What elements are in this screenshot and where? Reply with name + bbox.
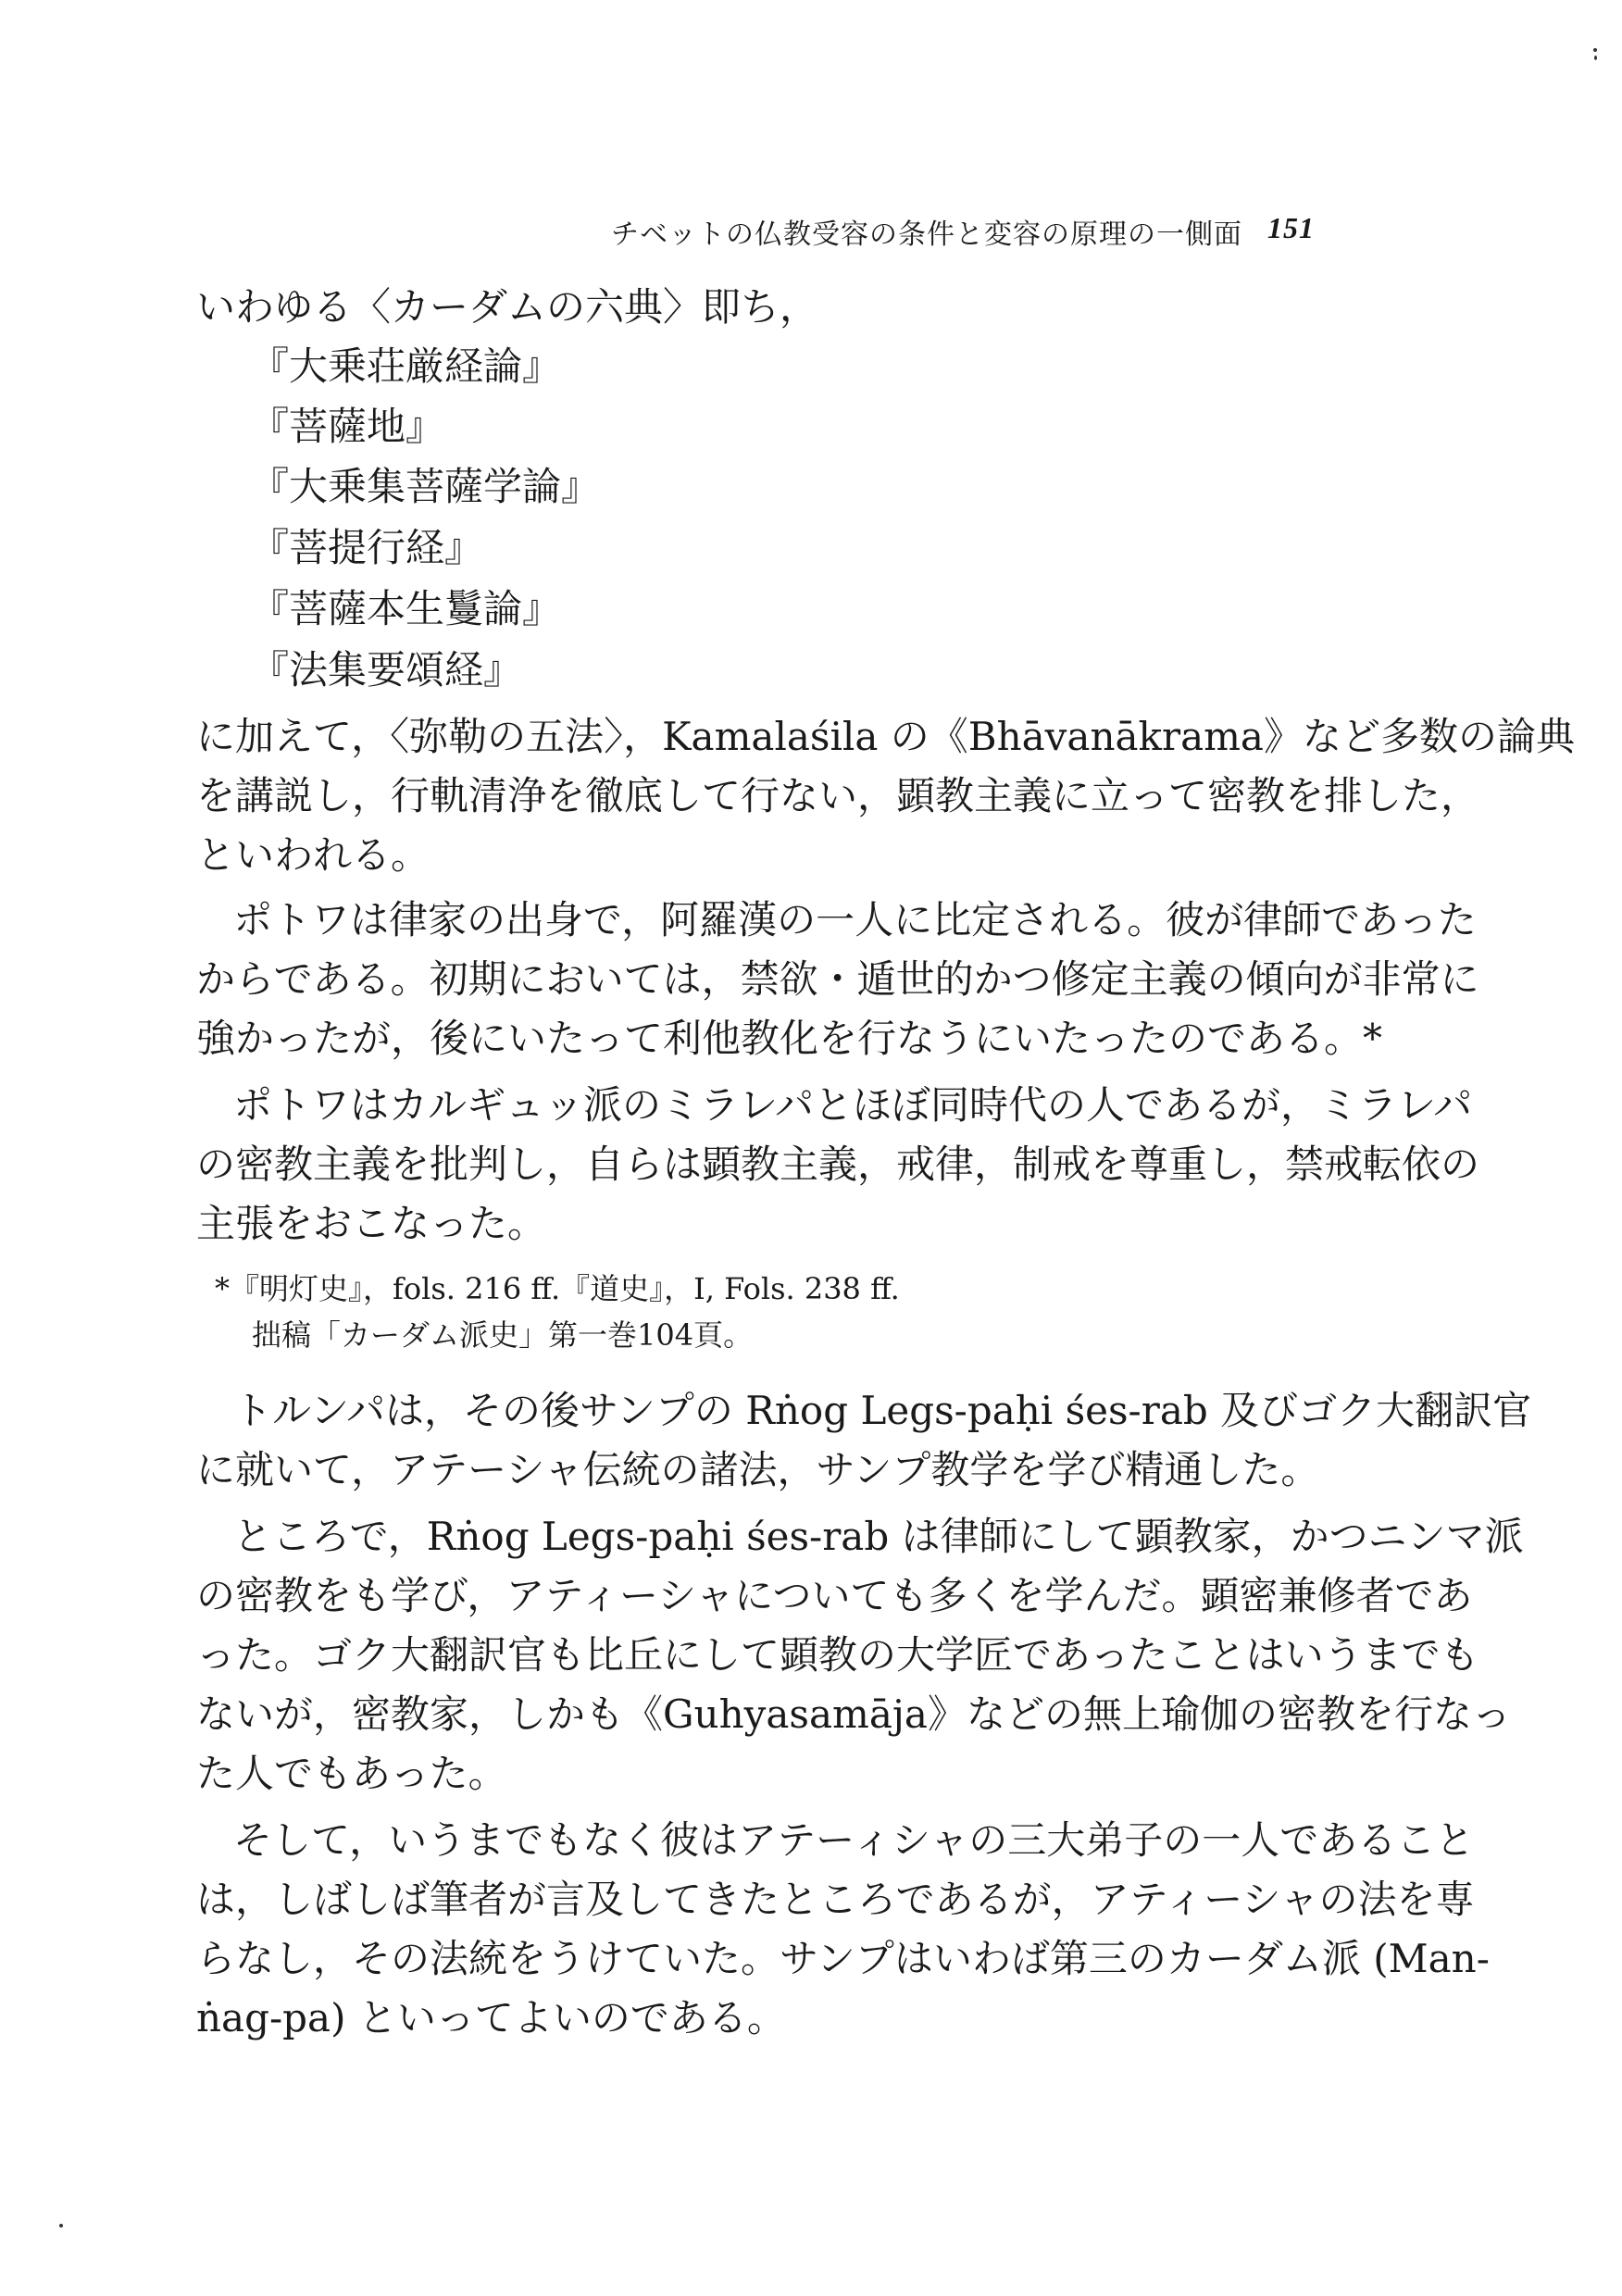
list-item: 『菩薩本生鬘論』 bbox=[250, 586, 562, 631]
paragraph-line: の密教主義を批判し，自らは顕教主義，戒律，制戒を尊重し，禁戒転依の bbox=[196, 1142, 1480, 1187]
paragraph-line: ṅag-pa) といってよいのである。 bbox=[196, 1995, 786, 2040]
paragraph-line: に加えて，〈弥勒の五法〉，Kamalaśila の《Bhāvanākrama》など多数の論典 bbox=[196, 714, 1575, 759]
paragraph-line: の密教をも学び，アティーシャについても多くを学んだ。顕密兼修者であ bbox=[196, 1573, 1473, 1618]
paragraph-line: ないが，密教家，しかも《Guhyasamāja》などの無上瑜伽の密教を行なっ bbox=[196, 1691, 1511, 1737]
paragraph-line: ポトワは律家の出身で，阿羅漢の一人に比定される。彼が律師であった bbox=[233, 897, 1477, 942]
paragraph-line: を講説し，行軌清浄を徹底して行ない，顕教主義に立って密教を排した， bbox=[196, 773, 1480, 818]
paragraph-line: からである。初期においては，禁欲・遁世的かつ修定主義の傾向が非常に bbox=[196, 956, 1479, 1002]
footnote-line: *『明灯史』，fols. 216 ff.『道史』，I, Fols. 238 ff. bbox=[215, 1271, 900, 1306]
scan-speck bbox=[1593, 48, 1597, 52]
paragraph-line: 主張をおこなった。 bbox=[196, 1201, 547, 1246]
paragraph-line: ポトワはカルギュッ派のミラレパとほぼ同時代の人であるが，ミラレパ bbox=[233, 1082, 1473, 1128]
paragraph-line: トルンパは，その後サンプの Rṅog Legs-paḥi śes-rab 及びゴク大翻訳官 bbox=[233, 1388, 1532, 1433]
page-number: 151 bbox=[1267, 211, 1315, 244]
paragraph-line: といわれる。 bbox=[196, 832, 430, 878]
paragraph-line: は，しばしば筆者が言及してきたところであるが，アティーシャの法を専 bbox=[196, 1877, 1475, 1922]
footnote-line: 拙稿「カーダム派史」第一巻104頁。 bbox=[252, 1317, 754, 1353]
scan-speck bbox=[1594, 56, 1597, 60]
list-item: 『大乗集菩薩学論』 bbox=[250, 464, 601, 509]
scan-speck bbox=[59, 2224, 63, 2227]
paragraph-line: に就いて，アテーシャ伝統の諸法，サンプ教学を学び精通した。 bbox=[196, 1447, 1320, 1492]
paragraph-line: らなし，その法統をうけていた。サンプはいわば第三のカーダム派 (Man- bbox=[196, 1936, 1490, 1981]
paragraph-line: 強かったが，後にいたって利他教化を行なうにいたったのである。* bbox=[196, 1016, 1383, 1061]
list-item: 『菩提行経』 bbox=[250, 525, 484, 570]
list-item: 『法集要頌経』 bbox=[250, 647, 523, 693]
paragraph-line: ところで，Rṅog Legs-paḥi śes-rab は律師にして顕教家，かつニンマ派 bbox=[233, 1514, 1524, 1559]
list-item: 『大乗荘厳経論』 bbox=[250, 343, 562, 389]
running-header bbox=[611, 211, 1315, 252]
paragraph-line: た人でもあった。 bbox=[196, 1751, 507, 1796]
paragraph-line: った。ゴク大翻訳官も比丘にして顕教の大学匠であったことはいうまでも bbox=[196, 1632, 1479, 1678]
paragraph-line: そして，いうまでもなく彼はアテーィシャの三大弟子の一人であること bbox=[233, 1817, 1475, 1863]
list-item: 『菩薩地』 bbox=[250, 404, 445, 449]
running-title: チベットの仏教受容の条件と変容の原理の一側面 bbox=[611, 218, 1242, 251]
intro-line: いわゆる〈カーダムの六典〉即ち， bbox=[196, 284, 819, 330]
